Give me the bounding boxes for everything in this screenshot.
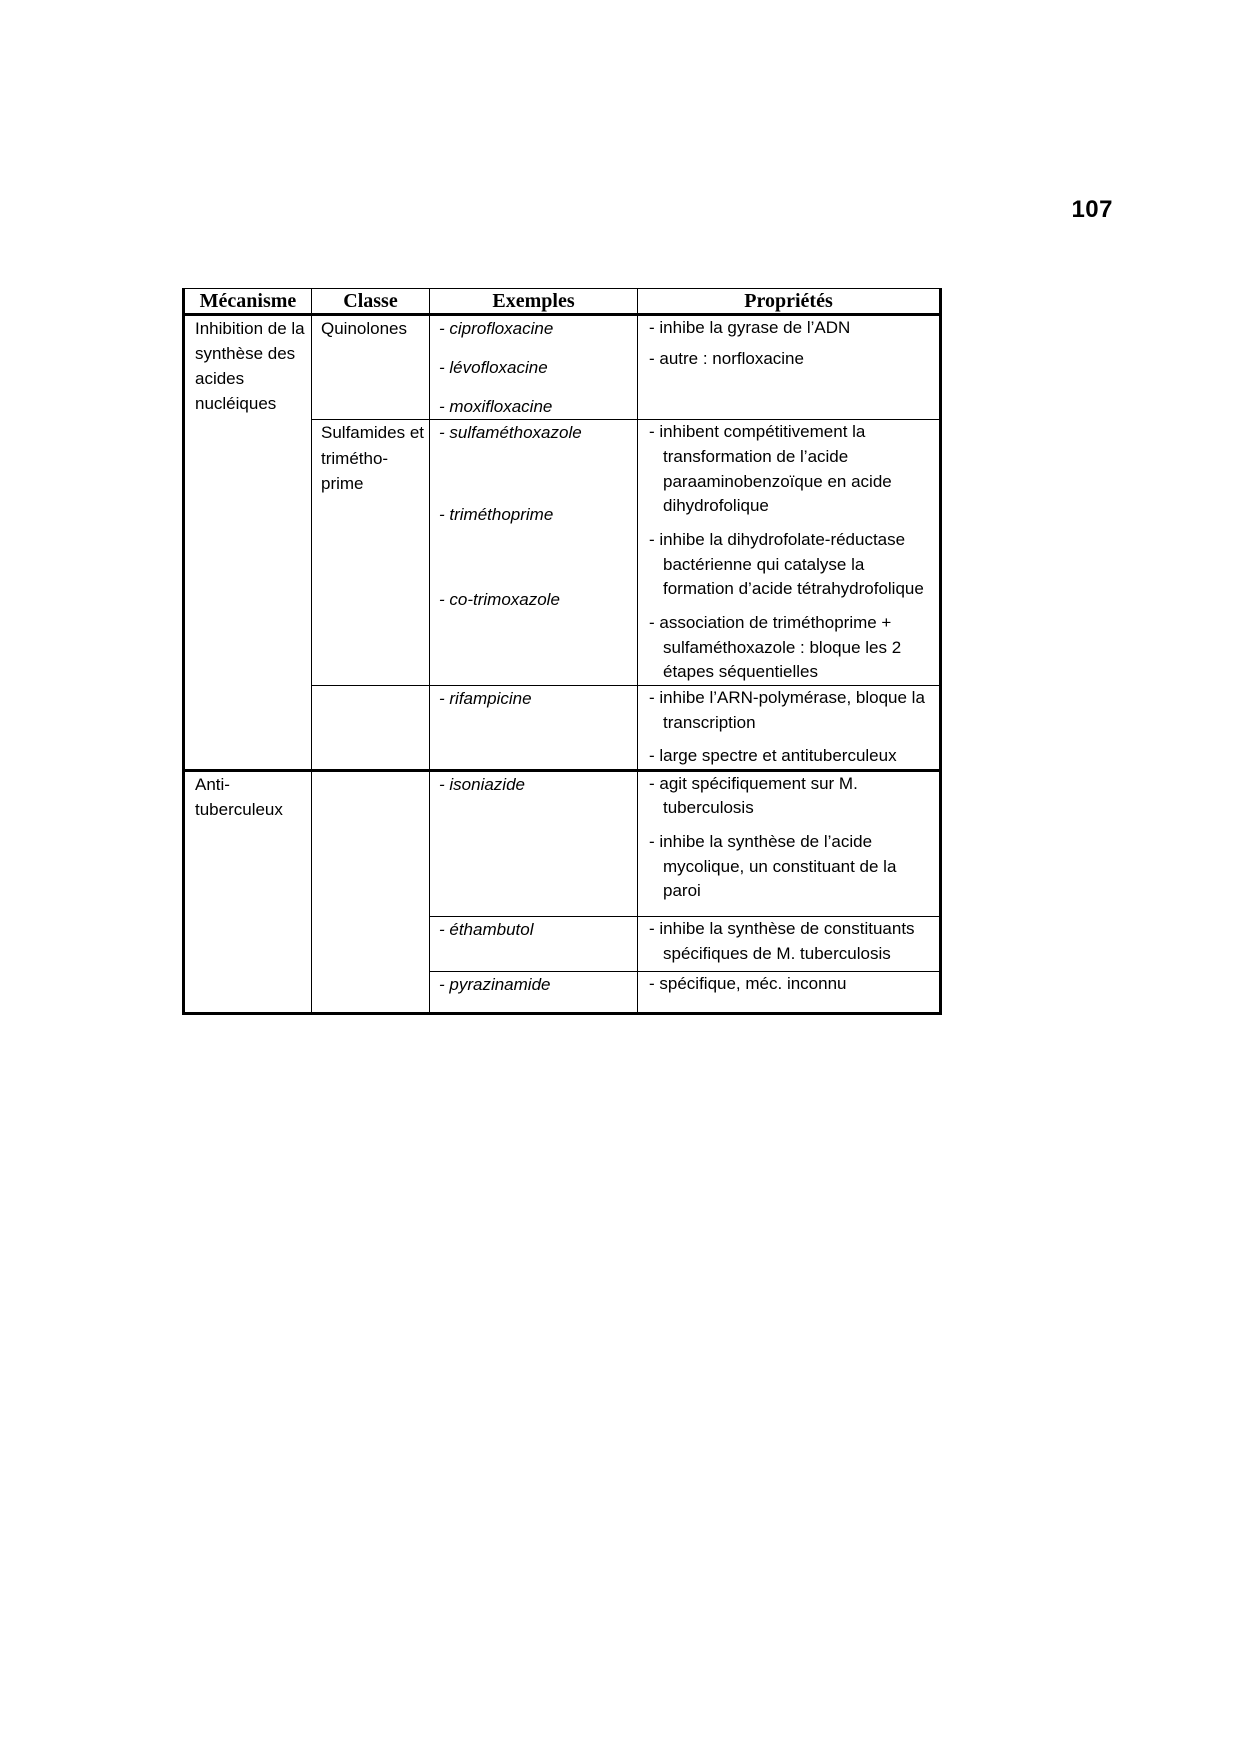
example-levofloxacine: - lévofloxacine xyxy=(439,358,548,378)
mechanism-label-1: Inhibition de la synthèse des acides nucléiques xyxy=(195,319,305,414)
properties-list-pyrazinamide xyxy=(649,972,933,997)
example-rifampicine: - rifampicine xyxy=(439,688,532,708)
page-number: 107 xyxy=(1071,196,1113,223)
table-row xyxy=(184,315,941,420)
property-item: - association de triméthoprime + sulfaméthoxazole : bloque les 2 étapes séquentielles xyxy=(649,612,902,682)
cell-mechanism-nucleic-acids xyxy=(184,315,312,771)
column-header-exemples: Exemples xyxy=(430,289,638,315)
properties-list-isoniazide xyxy=(649,772,933,904)
cell-examples-sulfamides xyxy=(430,420,638,685)
cell-class-empty-rifampicine xyxy=(312,685,430,770)
cell-mechanism-antituberculeux xyxy=(184,770,312,1013)
cell-class-empty-antituberculeux xyxy=(312,770,430,1013)
properties-list-quinolones xyxy=(649,316,933,371)
property-item: - inhibe la dihydrofolate-réductase bactérienne qui catalyse la formation d’acide tétrahydrofolique xyxy=(649,530,924,599)
example-trimethoprime: - triméthoprime xyxy=(439,504,554,524)
example-ethambutol: - éthambutol xyxy=(439,920,534,939)
properties-list-rifampicine xyxy=(649,686,933,769)
class-label-sulfamides: Sulfamides et trimétho-prime xyxy=(321,423,424,493)
property-item: - inhibe la synthèse de constituants spécifiques de M. tuberculosis xyxy=(649,919,915,963)
column-header-mecanisme: Mécanisme xyxy=(184,289,312,315)
cell-properties-isoniazide xyxy=(638,770,941,916)
column-header-classe: Classe xyxy=(312,289,430,315)
example-ciprofloxacine: - ciprofloxacine xyxy=(439,319,554,338)
cell-examples-ethambutol xyxy=(430,917,638,972)
cell-properties-rifampicine xyxy=(638,685,941,770)
property-item: - inhibent compétitivement la transformation de l’acide paraaminobenzoïque en acide dihydrofolique xyxy=(649,422,892,516)
antibiotics-mechanism-table xyxy=(182,288,942,1015)
table-row xyxy=(184,770,941,916)
property-item: - inhibe la synthèse de l’acide mycolique, un constituant de la paroi xyxy=(649,832,897,901)
example-sulfamethoxazole: - sulfaméthoxazole xyxy=(439,423,582,443)
cell-class-sulfamides xyxy=(312,420,430,685)
class-label-quinolones: Quinolones xyxy=(321,319,408,338)
property-item: - inhibe la gyrase de l’ADN xyxy=(649,318,851,337)
example-co-trimoxazole: - co-trimoxazole xyxy=(439,589,560,609)
example-pyrazinamide: - pyrazinamide xyxy=(439,974,551,994)
mechanism-label-2: Anti-tuberculeux xyxy=(195,774,283,819)
properties-list-sulfamides xyxy=(649,420,933,684)
cell-examples-isoniazide xyxy=(430,770,638,916)
cell-class-quinolones xyxy=(312,315,430,420)
property-item: - inhibe l’ARN-polymérase, bloque la transcription xyxy=(649,687,925,732)
cell-examples-quinolones xyxy=(430,315,638,420)
antibiotics-table-container xyxy=(182,288,939,1015)
properties-list-ethambutol xyxy=(649,917,933,966)
cell-examples-pyrazinamide xyxy=(430,971,638,1013)
cell-properties-ethambutol xyxy=(638,917,941,972)
property-item: - autre : norfloxacine xyxy=(649,348,804,368)
column-header-proprietes: Propriétés xyxy=(638,289,941,315)
property-item: - large spectre et antituberculeux xyxy=(649,746,897,766)
property-item: - spécifique, méc. inconnu xyxy=(649,973,847,993)
example-moxifloxacine: - moxifloxacine xyxy=(439,397,553,417)
cell-examples-rifampicine xyxy=(430,685,638,770)
property-item: - agit spécifiquement sur M. tuberculosis xyxy=(649,773,858,818)
table-header-row xyxy=(184,289,941,315)
cell-properties-pyrazinamide xyxy=(638,971,941,1013)
example-isoniazide: - isoniazide xyxy=(439,774,525,794)
cell-properties-sulfamides xyxy=(638,420,941,685)
cell-properties-quinolones xyxy=(638,315,941,420)
